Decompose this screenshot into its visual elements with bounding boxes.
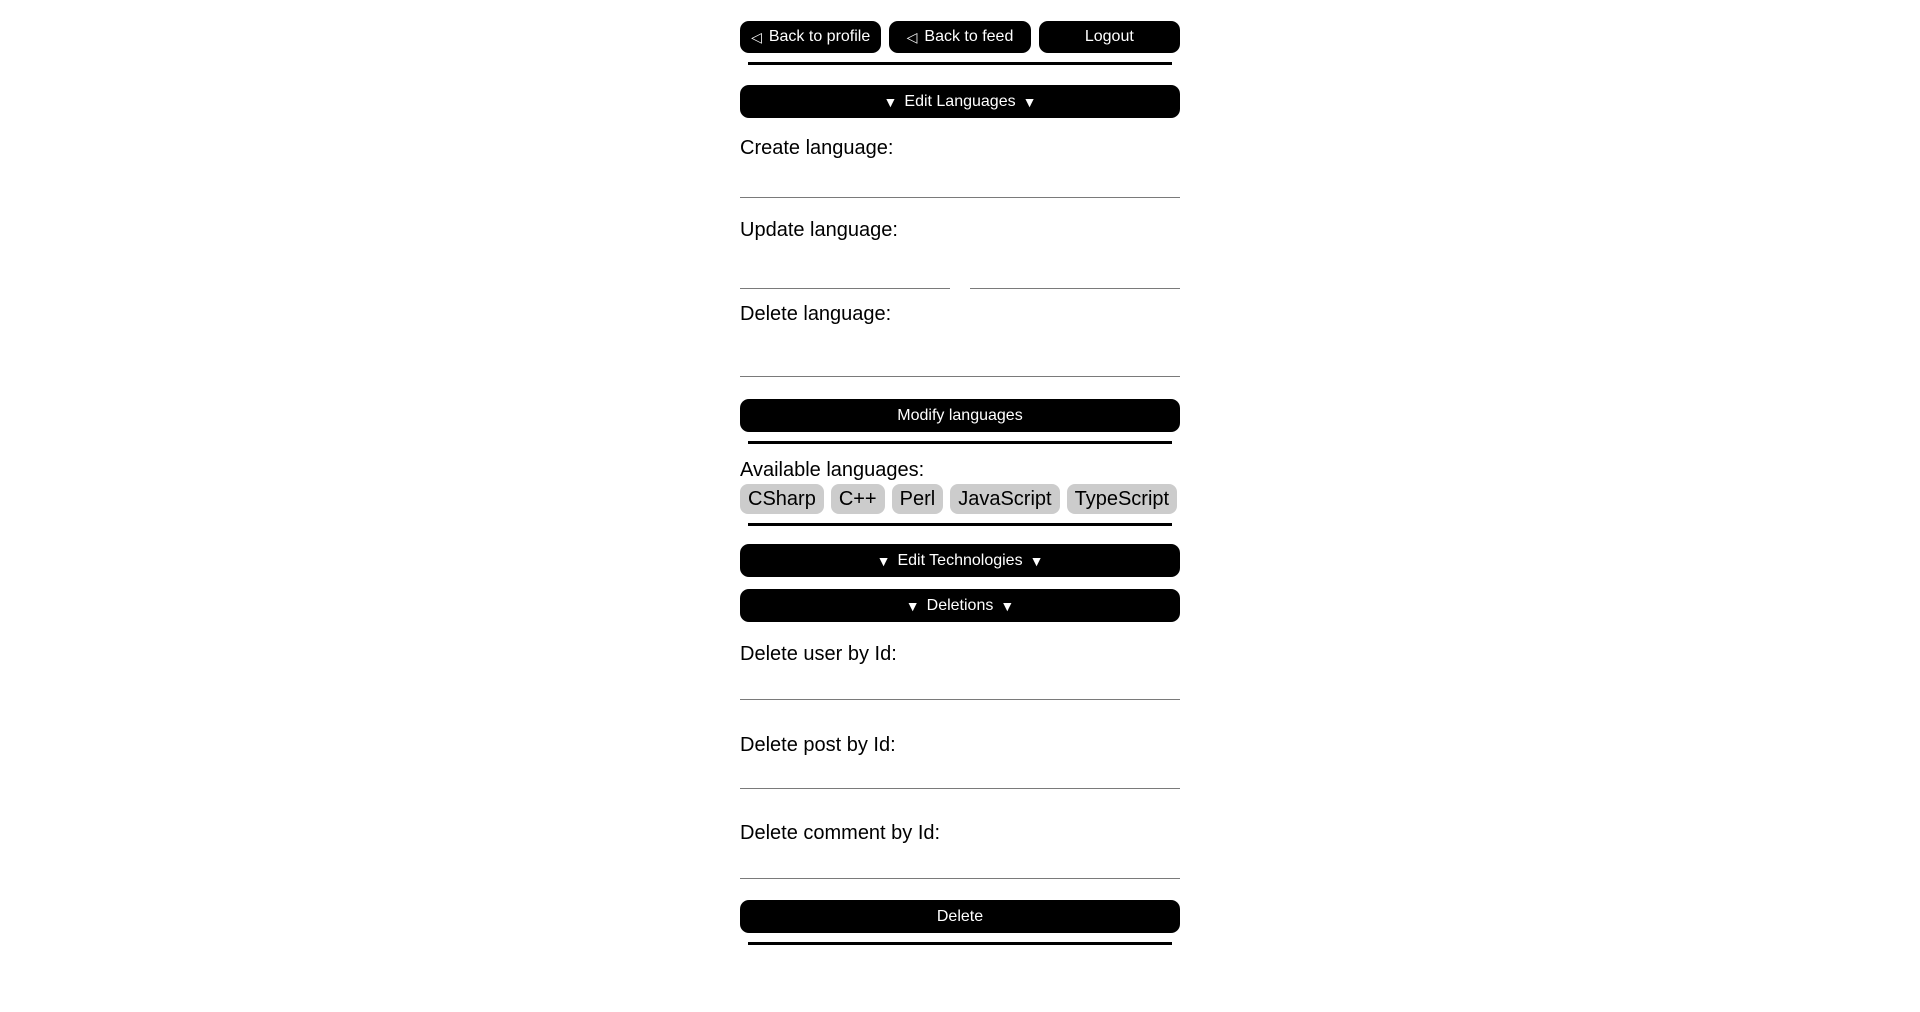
- modify-languages-button[interactable]: [740, 399, 1180, 432]
- delete-post-input[interactable]: [740, 761, 1180, 789]
- divider: [748, 942, 1172, 945]
- delete-post-label: Delete post by Id:: [740, 734, 896, 756]
- back-triangle-icon: ◁: [751, 29, 762, 45]
- language-tag: Perl: [892, 484, 944, 514]
- update-language-old-input[interactable]: [740, 261, 950, 289]
- language-tag: C++: [831, 484, 885, 514]
- caret-down-icon: ▼: [905, 597, 920, 614]
- language-tag: JavaScript: [950, 484, 1059, 514]
- delete-comment-input[interactable]: [740, 851, 1180, 879]
- divider: [748, 441, 1172, 444]
- modify-languages-label: Modify languages: [897, 406, 1023, 424]
- back-to-profile-label: Back to profile: [768, 28, 871, 45]
- caret-down-icon: ▼: [1000, 597, 1015, 614]
- available-languages-label: Available languages:: [740, 459, 925, 481]
- update-language-new-input[interactable]: [970, 261, 1180, 289]
- caret-down-icon: ▼: [883, 93, 898, 110]
- deletions-toggle-label: Deletions: [926, 596, 994, 614]
- divider: [748, 62, 1172, 65]
- caret-down-icon: ▼: [1029, 552, 1044, 569]
- language-tag: CSharp: [740, 484, 824, 514]
- admin-panel: [740, 0, 1180, 945]
- top-nav: [740, 21, 1180, 53]
- delete-user-label: Delete user by Id:: [740, 643, 897, 665]
- language-tag: TypeScript: [1067, 484, 1177, 514]
- back-to-feed-button[interactable]: [889, 21, 1030, 53]
- update-language-label: Update language:: [740, 219, 898, 241]
- delete-user-input[interactable]: [740, 672, 1180, 700]
- delete-button[interactable]: [740, 900, 1180, 933]
- caret-down-icon: ▼: [1022, 93, 1037, 110]
- edit-technologies-toggle-label: Edit Technologies: [897, 551, 1023, 569]
- back-to-profile-button[interactable]: [740, 21, 881, 53]
- available-languages-list: [740, 484, 1180, 514]
- delete-language-input[interactable]: [740, 349, 1180, 377]
- edit-languages-toggle-label: Edit Languages: [904, 92, 1016, 110]
- back-triangle-icon: ◁: [906, 29, 918, 45]
- logout-button[interactable]: [1039, 21, 1180, 53]
- create-language-input[interactable]: [740, 170, 1180, 198]
- create-language-label: Create language:: [740, 137, 894, 159]
- delete-button-label: Delete: [936, 907, 984, 925]
- edit-languages-toggle[interactable]: [740, 85, 1180, 118]
- caret-down-icon: ▼: [876, 552, 891, 569]
- delete-comment-label: Delete comment by Id:: [740, 822, 941, 844]
- update-language-row: [740, 261, 1180, 289]
- edit-technologies-toggle[interactable]: [740, 544, 1180, 577]
- back-to-feed-label: Back to feed: [924, 28, 1014, 45]
- deletions-toggle[interactable]: [740, 589, 1180, 622]
- logout-label: Logout: [1084, 28, 1134, 45]
- delete-language-label: Delete language:: [740, 303, 892, 325]
- divider: [748, 523, 1172, 526]
